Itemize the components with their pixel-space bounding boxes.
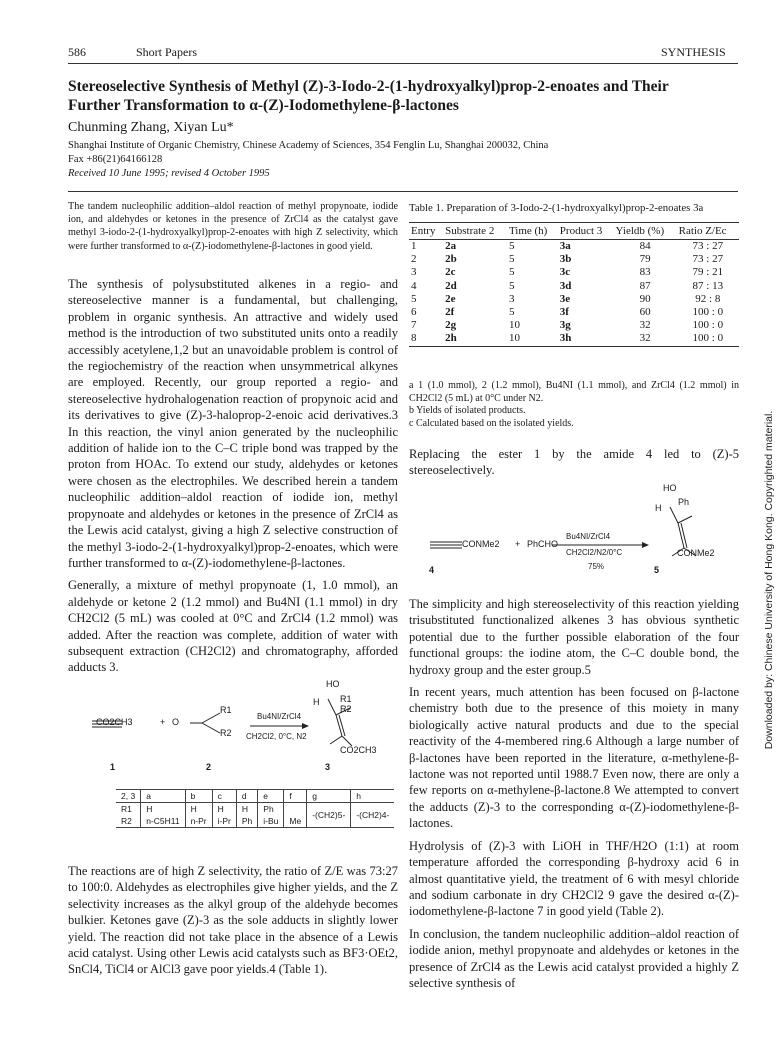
table-cell: 3e xyxy=(559,292,571,305)
scheme2-plus: + xyxy=(515,539,521,549)
scheme1-h: H xyxy=(313,697,320,707)
table-cell: 4 xyxy=(411,279,417,292)
table-cell: 6 xyxy=(411,306,417,319)
table-cell: 2c xyxy=(445,266,456,279)
cell: -(CH2)4- xyxy=(351,803,395,828)
table-cell: 2b xyxy=(445,253,457,266)
scheme2-yield: 75% xyxy=(588,562,605,571)
cell: e xyxy=(258,790,284,803)
table-cell: 10 xyxy=(508,319,520,332)
right-body xyxy=(409,596,739,997)
cell: H xyxy=(141,803,185,816)
table-row xyxy=(409,306,739,319)
abstract: The tandem nucleophilic addition–aldol reaction of methyl propynoate, iodide ion, and aldehydes or ketones in the presence of ZrCl4 as the catalyst gave methyl 3-iodo-2-(1-hydroxyalkyl)prop-2-enoates with high Z selectivity, which were further transformed to α-(Z)-iodomethylene-β-lactones in good yield. xyxy=(68,201,398,252)
scheme1-ester: CO2CH3 xyxy=(96,717,133,727)
cell: g xyxy=(307,790,351,803)
table-cell: 2 xyxy=(411,253,417,266)
table-cell: 5 xyxy=(508,306,515,319)
table-cell: 5 xyxy=(508,266,515,279)
substituent-header-row xyxy=(116,790,394,803)
table-cell: 83 xyxy=(639,266,651,279)
table-cell: 3d xyxy=(559,279,572,292)
table-cell: 79 : 21 xyxy=(692,266,724,279)
table-row xyxy=(409,240,739,254)
compound-label-2: 2 xyxy=(206,762,212,772)
table-cell: 87 xyxy=(639,279,651,292)
cell: d xyxy=(236,790,257,803)
table-cell: 5 xyxy=(508,253,515,266)
table-cell: 2g xyxy=(445,319,457,332)
table-cell: 100 : 0 xyxy=(692,306,724,319)
cell: c xyxy=(212,790,236,803)
table1-caption: Table 1. Preparation of 3-Iodo-2-(1-hydroxyalkyl)prop-2-enoates 3a xyxy=(409,202,704,214)
column-header: Product 3 xyxy=(559,225,603,237)
table-row xyxy=(409,332,739,346)
left-body xyxy=(68,276,398,682)
left-bottom-paragraph: The reactions are of high Z selectivity, the ratio of Z/E was 73:27 to 100:0. Aldehydes as electrophiles give higher yields, and the Z selectivity increases as the alkyl group of the aldehyde becomes bulkier. Ketones gave (Z)-3 as the sole adducts in slightly lower yield. The reaction did not take place in the absence of a Lewis acid catalyst. Using other Lewis acid catalysts such as BF3·OEt2, SnCl4, TiCl4 or AlCl3 gave poor yields.4 (Table 1). xyxy=(68,864,398,977)
section-label: Short Papers xyxy=(136,45,197,59)
table-row xyxy=(409,253,739,266)
table-row xyxy=(409,266,739,279)
substituent-r1-row xyxy=(116,803,394,816)
scheme2-aldehyde: PhCHO xyxy=(527,539,559,549)
received-dates: Received 10 June 1995; revised 4 October 1995 xyxy=(68,168,270,179)
body-paragraph: In conclusion, the tandem nucleophilic addition–aldol reaction of iodide anion, methyl propynoate and aldehydes or ketones in the presence of ZrCl4 as the Lewis acid catalyst provided a highly Z selective synthesis of xyxy=(409,926,739,990)
cell: R1 xyxy=(121,804,132,814)
table-cell: 60 xyxy=(639,306,651,319)
substituent-table xyxy=(116,789,394,828)
table-cell: 2h xyxy=(445,332,457,345)
table-row xyxy=(409,293,739,306)
cell: n-Pr xyxy=(185,815,212,828)
table-cell: 73 : 27 xyxy=(692,240,724,252)
table-cell: 3g xyxy=(559,319,571,332)
table-row xyxy=(409,280,739,293)
cell: n-C5H11 xyxy=(141,815,185,828)
cell: i-Pr xyxy=(212,815,236,828)
table-cell: 3b xyxy=(559,253,572,266)
cell: i-Bu xyxy=(258,815,284,828)
compound-label-1: 1 xyxy=(110,762,116,772)
cell: Me xyxy=(284,815,307,828)
table-cell: 2e xyxy=(445,292,456,305)
table-cell: 1 xyxy=(411,240,417,252)
scheme2-amide: CONMe2 xyxy=(462,539,500,549)
affiliation-block xyxy=(68,139,668,181)
body-paragraph: In recent years, much attention has been focused on β-lactone chemistry both due to the presence of this moiety in many biologically active natural products and due to the special reactivity of the 4-membered ring.6 Although a large number of β-lactones have been reported in the literature, α-methylene-β-lactone was not reported until 1988.7 Even now, there are only a few reports on α-methylene-β-lactone.8 We attempted to convert the adducts (Z)-3 to the corresponding α-(Z)-iodomethylene-β-lactones. xyxy=(409,685,739,831)
cell: Ph xyxy=(236,815,257,828)
cell: h xyxy=(351,790,395,803)
cell: R2 xyxy=(121,816,132,826)
download-notice xyxy=(762,360,776,800)
page-number: 586 xyxy=(68,45,86,59)
scheme1-product-ester: CO2CH3 xyxy=(340,745,377,755)
column-header: Yieldb (%) xyxy=(615,225,665,237)
table-cell: 3a xyxy=(559,240,571,252)
compound-label-5: 5 xyxy=(654,565,660,575)
column-header: Time (h) xyxy=(508,225,548,237)
column-header: Substrate 2 xyxy=(445,225,495,237)
table1-header-row xyxy=(409,223,739,240)
table-cell: 79 xyxy=(639,253,651,266)
body-paragraph: Hydrolysis of (Z)-3 with LiOH in THF/H2O (1:1) at room temperature afforded the corresponding β-hydroxy acid 6 in almost quantitative yield, the treatment of 6 with mesyl chloride and sodium carbonate in dry CH2Cl2 9 gave the desired α-(Z)-iodomethylene-β-lactone 7 in good yield (Table 2). xyxy=(409,838,739,919)
compound-label-3: 3 xyxy=(325,762,331,772)
table-cell: 2a xyxy=(445,240,457,252)
cell: a xyxy=(141,790,185,803)
cell: H xyxy=(212,803,236,816)
body-paragraph: The simplicity and high stereoselectivity of this reaction yielding trisubstituted functionalized alkenes 3 has obvious synthetic potential due to the further possible elaboration of the four functional groups: the iodine atom, the C–C double bond, the hydroxy group and the ester group.5 xyxy=(409,597,739,677)
table-row xyxy=(409,319,739,332)
table-cell: 7 xyxy=(411,319,417,332)
scheme1-plus: + xyxy=(160,717,166,727)
scheme2-reagent: Bu4NI/ZrCl4 xyxy=(566,532,611,541)
table-cell: 84 xyxy=(639,240,651,252)
table-cell: 3 xyxy=(508,292,515,305)
scheme1-oxygen: O xyxy=(172,717,180,727)
scheme1-r2: R2 xyxy=(220,728,232,738)
scheme1-r1: R1 xyxy=(220,705,232,715)
body-paragraph: Generally, a mixture of methyl propynoate (1, 1.0 mmol), an aldehyde or ketone 2 (1.2 mmol) and Bu4NI (1.1 mmol) in dry CH2Cl2 (5 mL) was cooled at 0°C and ZrCl4 (1.2 mmol) was added. After the reaction was complete, addition of water with subsequent extraction (CH2Cl2) and chromatography, afforded adducts 3. xyxy=(68,578,398,675)
body-paragraph: The synthesis of polysubstituted alkenes in a regio- and stereoselective manner is a fundamental, but challenging, problem in organic synthesis. An attractive and widely used method is the introduction of two substituted units onto a readily accessibly acetylene,1,2 but an unavoidable problem is control of the regiochemistry of the reaction when unsymmetrical alkynes are employed. Recently, our group reported a regio- and stereoselective hydrohalogenation reaction of propynoic acid and its derivatives to give (Z)-3-haloprop-2-enoic acid derivatives.3 In this reaction, the vinyl anion generated by the nucleophilic addition of halide ion to the C–C triple bond was trapped by the proton from HOAc. To extend our study, aldehydes or ketones were chosen as the electrophiles. We described herein a tandem nucleophilic addition–aldol reaction of iodide ion, methyl propynoate and aldehydes or ketones in the presence of ZrCl4 as the Lewis acid catalyst, giving a high Z selective construction of the methyl 3-iodo-2-(1-hydroxyalkyl)prop-2-enoates, which were further transformed to α-(Z)-iodomethylene-β-lactones. xyxy=(68,277,398,570)
column-header: Ratio Z/Ec xyxy=(678,225,727,237)
table-cell: 3c xyxy=(559,266,571,279)
scheme2-conditions: CH2Cl2/N2/0°C xyxy=(566,548,623,557)
table-cell: 5 xyxy=(411,292,417,305)
cell: -(CH2)5- xyxy=(307,803,351,828)
scheme2-ph: Ph xyxy=(678,497,690,507)
table-cell: 5 xyxy=(508,279,515,292)
header-rule xyxy=(68,63,738,64)
fax: Fax +86(21)64166128 xyxy=(68,154,163,165)
cell: 2, 3 xyxy=(116,790,141,803)
affiliation: Shanghai Institute of Organic Chemistry, Chinese Academy of Sciences, 354 Fenglin Lu, Shanghai 200032, China xyxy=(68,140,549,151)
table-cell: 2f xyxy=(445,306,455,319)
scheme1-product-r1: R1 xyxy=(340,694,352,704)
footnote: b Yields of isolated products. xyxy=(409,405,526,416)
table-cell: 32 xyxy=(639,319,651,332)
scheme1-ho: HO xyxy=(326,679,340,689)
compound-label-4: 4 xyxy=(429,565,435,575)
scheme1-conditions: CH2Cl2, 0°C, N2 xyxy=(246,732,307,741)
scheme1-product-r2: R2 xyxy=(340,704,352,714)
table-cell: 87 : 13 xyxy=(692,279,724,292)
download-notice-text: Downloaded by: Chinese University of Hong Kong. Copyrighted material. xyxy=(763,410,775,750)
table-cell: 32 xyxy=(639,332,651,345)
cell: H xyxy=(236,803,257,816)
footnote: c Calculated based on the isolated yields. xyxy=(409,417,574,429)
title-rule xyxy=(68,191,738,192)
title-line-1: Stereoselective Synthesis of Methyl (Z)-3-Iodo-2-(1-hydroxyalkyl)prop-2-enoates and Their xyxy=(68,78,669,95)
column-header: Entry xyxy=(411,225,436,237)
table-cell: 100 : 0 xyxy=(692,332,724,345)
authors: Chunming Zhang, Xiyan Lu* xyxy=(68,120,234,135)
cell: b xyxy=(185,790,212,803)
journal-name: SYNTHESIS xyxy=(661,45,726,59)
table-cell: 8 xyxy=(411,332,417,345)
table-cell: 92 : 8 xyxy=(695,292,721,305)
scheme1-reagent: Bu4NI/ZrCl4 xyxy=(257,712,302,721)
table-cell: 90 xyxy=(639,292,651,305)
table-cell: 10 xyxy=(508,332,520,345)
table-cell: 3h xyxy=(559,332,572,345)
table-cell: 5 xyxy=(508,240,515,252)
scheme2-ho: HO xyxy=(663,483,677,493)
amide-paragraph: Replacing the ester 1 by the amide 4 led to (Z)-5 stereoselectively. xyxy=(409,447,739,478)
table-cell: 73 : 27 xyxy=(692,253,724,266)
table-cell: 3f xyxy=(559,306,569,319)
table-cell: 3 xyxy=(411,266,417,279)
cell: H xyxy=(185,803,212,816)
cell: Ph xyxy=(258,803,284,816)
title-line-2: Further Transformation to α-(Z)-Iodomethylene-β-lactones xyxy=(68,97,459,114)
scheme2-product-group: CONMe2 xyxy=(677,548,715,558)
footnote: a 1 (1.0 mmol), 2 (1.2 mmol), Bu4NI (1.1 mmol), and ZrCl4 (1.2 mmol) in CH2Cl2 (5 mL) at 0°C under N2. xyxy=(409,380,739,404)
scheme2-h: H xyxy=(655,503,662,513)
cell: f xyxy=(284,790,307,803)
cell xyxy=(284,803,307,816)
article-title xyxy=(68,77,748,115)
table1 xyxy=(409,222,739,347)
table-cell: 100 : 0 xyxy=(692,319,724,332)
table1-footnotes xyxy=(409,380,739,430)
table-cell: 2d xyxy=(445,279,457,292)
